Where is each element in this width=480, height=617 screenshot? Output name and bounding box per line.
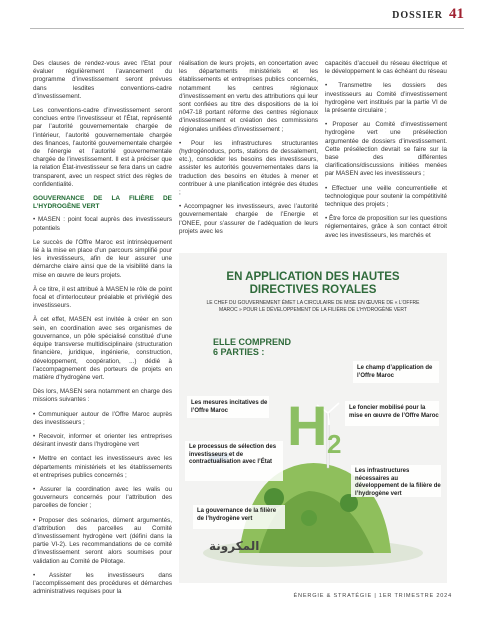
page-number: 41: [449, 6, 464, 22]
bullet-item: • Effectuer une veille concurrentielle et technologique pour soutenir la compétitivité technique des projets ;: [325, 184, 447, 209]
comprend-line2: 6 PARTIES :: [213, 347, 265, 357]
paragraph: Dès lors, MASEN sera notamment en charge des missions suivantes :: [33, 388, 172, 404]
section-title: DOSSIER: [392, 10, 443, 21]
paragraph: Des clauses de rendez-vous avec l’État pour évaluer régulièrement l’avancement du programme d’investissement seront prévues dans lesdites conventions-cadre d’investissement.: [33, 60, 172, 100]
section-subtitle: GOUVERNANCE DE LA FILIÈRE DE L’HYDROGÈNE VERT: [33, 195, 172, 211]
paragraph: • MASEN : point focal auprès des investisseurs potentiels: [33, 216, 172, 232]
paragraph: À ce titre, il est attribué à MASEN le rôle de point focal et d’interlocuteur préalable et privilégié des investisseurs.: [33, 285, 172, 310]
comprend-heading: [213, 337, 291, 357]
infographic-title-line1: EN APPLICATION DES HAUTES: [226, 271, 400, 283]
infographic-title-line2: DIRECTIVES ROYALES: [249, 283, 377, 296]
item-foncier: Le foncier mobilisé pour la mise en œuvre de l’Offre Maroc: [349, 405, 439, 419]
bullet-item: • Assister les investisseurs dans l’accomplissement des procédures et démarches administratives requises pour la: [33, 571, 172, 596]
item-champ-application: Le champ d’application de l’Offre Maroc: [357, 365, 433, 379]
item-mesures-incitatives: Les mesures incitatives de l’Offre Maroc: [191, 400, 268, 414]
column-1: [33, 60, 172, 600]
bullet-item: • Transmettre les dossiers des investisseurs au Comité d’investissement hydrogène vert institués par la partie VI de la présente circulaire ;: [325, 82, 447, 115]
bullet-item: • Pour les infrastructures structurantes (hydrogénoducs, ports, stations de dessalement, etc.), consolider les besoins des investisseurs, assister les autorités gouvernementales dans la traduction des besoins en études à mener et contribuer à une planification intégrée des études ;: [179, 139, 318, 197]
page-footer: ÉNERGIE & STRATÉGIE | 1ER TRIMESTRE 2024: [293, 593, 452, 599]
bullet-item: • Être force de proposition sur les questions réglementaires, grâce à son contact étroit avec les investisseurs, les marchés et: [325, 215, 447, 239]
paragraph: Le succès de l’Offre Maroc est intrinsèquement lié à la mise en place d’un parcours simplifié pour les investisseurs, afin de leur assurer une démarche claire ainsi que de la visibilité dans la mise en œuvre de leurs projets.: [33, 238, 172, 279]
comprend-line1: ELLE COMPREND: [213, 337, 292, 347]
bullet-item: • Accompagner les investisseurs, avec l’autorité gouvernementale chargée de l’Energie et l’ONEE, pour s’assurer de l’adéquation de leurs projets avec les: [179, 203, 318, 235]
paragraph: capacités d’accueil du réseau électrique et le développement le cas échéant du réseau: [325, 60, 447, 76]
tree-icon: [301, 510, 317, 526]
item-processus-selection: Le processus de sélection des investisseurs et de contractualisation avec l’État: [189, 444, 277, 465]
infographic-subtitle: LE CHEF DU GOUVERNEMENT ÉMET LA CIRCULAIRE DE MISE EN ŒUVRE DE « L’OFFRE MAROC » POUR LE DÉVELOPPEMENT DE LA FILIÈRE DE L’HYDROGÈNE VERT: [206, 300, 420, 313]
bullet-item: • Communiquer autour de l’Offre Maroc auprès des investisseurs ;: [33, 410, 172, 426]
page-header: [392, 6, 464, 23]
h2-subscript: 2: [327, 429, 342, 459]
header-rule: [30, 28, 464, 29]
bullet-item: • Recevoir, informer et orienter les entreprises désirant investir dans l’hydrogène vert: [33, 432, 172, 449]
bullet-item: • Proposer des scénarios, dûment argumentés, d’attribution des parcelles au Comité d’investissement hydrogène vert (défini dans la partie VI-2). Les recommandations de ce comité d’investissement seront alors soumises pour validation au Comité de Pilotage.: [33, 516, 172, 565]
column-3: [325, 60, 447, 250]
infographic: [179, 253, 447, 583]
bullet-item: • Assurer la coordination avec les walis ou gouverneurs concernés pour l’attribution des parcelles de foncier ;: [33, 485, 172, 510]
item-infrastructures: Les infrastructures nécessaires au développement de la filière de l’hydrogène vert: [355, 468, 441, 497]
publication-logo: المكرونة: [209, 539, 260, 553]
paragraph: réalisation de leurs projets, en concertation avec les départements ministériels et les établissements et entreprises publics concernés, notamment les centres régionaux d’investissement en vertu des attributions qui leur sont confiées au titre des dispositions de la loi n047-18 portant réforme des centres régionaux d’investissement et création des commissions régionales unifiées d’investissement ;: [179, 60, 318, 133]
item-gouvernance: La gouvernance de la filière de l’hydrogène vert: [197, 508, 277, 522]
bullet-item: • Proposer au Comité d’investissement hydrogène vert une présélection argumentée de dossiers d’investissement. Cette présélection devrait se faire sur la base des différentes clarifications/discussions initiées menées par MASEN avec les investisseurs ;: [325, 121, 447, 178]
column-2: [179, 60, 318, 250]
h2-label: H: [287, 394, 328, 457]
paragraph: Les conventions-cadre d’investissement seront conclues entre l’investisseur et l’État, représenté par l’autorité gouvernementale chargée de l’intérieur, l’autorité gouvernementale chargée des finances, l’autorité gouvernementale chargée de l’énergie et l’autorité gouvernementale chargée de l’investissement. Il est à préciser que la relation État-investisseur se fera dans un cadre transparent, avec un respect strict des règles de confidentialité.: [33, 107, 172, 188]
bullet-item: • Mettre en contact les investisseurs avec les départements ministériels et les établissements et entreprises publics concernés ;: [33, 455, 172, 479]
paragraph: À cet effet, MASEN est invitée à créer en son sein, en coordination avec ses organismes de gouvernance, un pôle spécialisé constitué d’une équipe transverse multidisciplinaire (structuration financière, juridique, ingénierie, construction, développement, coopération, ...) dédié à l’accompagnement des porteurs de projets en matière d’hydrogène vert.: [33, 316, 172, 381]
